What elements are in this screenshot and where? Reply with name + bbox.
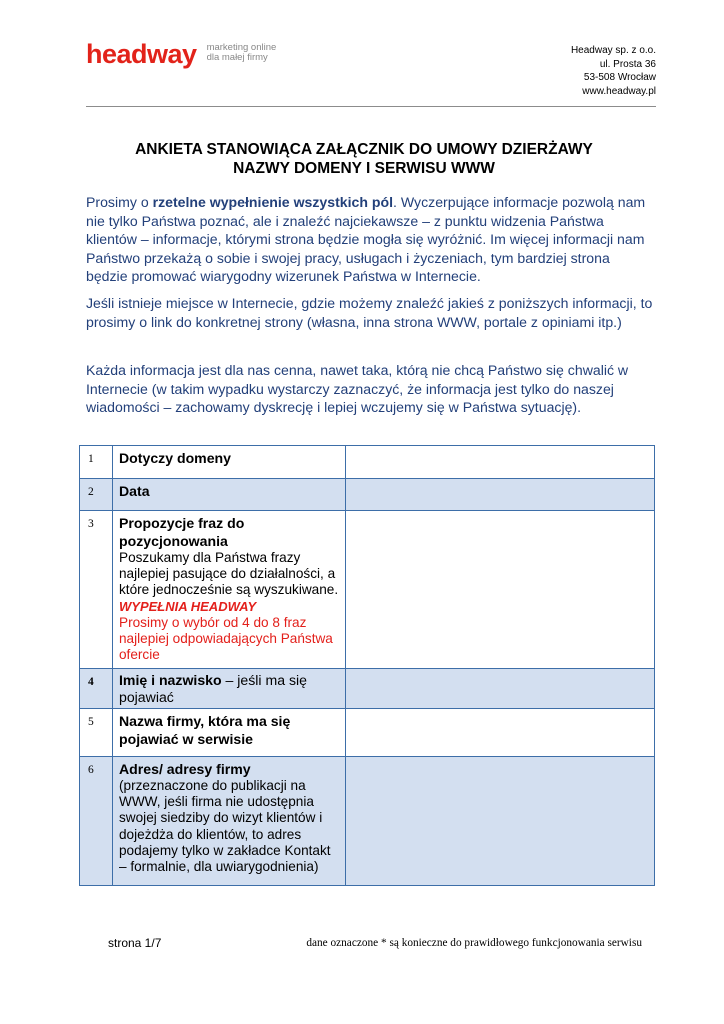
intro-p1-bold: rzetelne wypełnienie wszystkich pól [152, 194, 394, 210]
phrases-answer-field[interactable] [346, 511, 655, 669]
field-description-phrases: Poszukamy dla Państwa frazy najlepiej pasujące do działalności, a które jednocześnie są wyszukiwane. [119, 550, 339, 598]
row-label [113, 709, 346, 757]
logo-tagline-line-1: marketing online [206, 42, 277, 53]
field-label-date: Data [119, 483, 150, 499]
row-label [113, 479, 346, 511]
headway-note-text: Prosimy o wybór od 4 do 8 fraz najlepiej odpowiadających Państwa ofercie [119, 614, 333, 663]
row-number: 1 [80, 446, 113, 479]
row-number: 4 [80, 669, 113, 709]
field-label-company-name: Nazwa firmy, która ma się pojawiać w serwisie [119, 713, 291, 747]
row-number: 6 [80, 757, 113, 886]
headway-logo [86, 40, 276, 68]
table-row [80, 709, 655, 757]
intro-p1-start: Prosimy o [86, 194, 153, 210]
header-divider [86, 106, 656, 107]
survey-table [79, 445, 655, 886]
company-city: 53-508 Wrocław [583, 72, 656, 83]
document-title [80, 140, 648, 178]
name-answer-field[interactable] [346, 669, 655, 709]
table-row [80, 511, 655, 669]
table-row [80, 757, 655, 886]
table-row [80, 446, 655, 479]
company-name: Headway sp. z o.o. [570, 45, 656, 56]
row-label [113, 511, 346, 669]
title-line-1: ANKIETA STANOWIĄCA ZAŁĄCZNIK DO UMOWY DZIERŻAWY [135, 141, 593, 158]
field-label-domain: Dotyczy domeny [119, 450, 231, 466]
table-row [80, 479, 655, 511]
row-label [113, 669, 346, 709]
row-label [113, 446, 346, 479]
company-website: www.headway.pl [582, 85, 656, 97]
logo-wordmark: headway [86, 39, 197, 69]
intro-paragraph-1 [86, 193, 654, 286]
title-line-2: NAZWY DOMENY I SERWISU WWW [233, 160, 495, 177]
row-number: 2 [80, 479, 113, 511]
field-label-phrases: Propozycje fraz do pozycjonowania [119, 515, 245, 549]
logo-tagline-line-2: dla małej firmy [206, 52, 268, 63]
company-address [571, 44, 656, 98]
domain-answer-field[interactable] [346, 446, 655, 479]
headway-note-title: WYPEŁNIA HEADWAY [119, 598, 257, 614]
intro-paragraph-3: Każda informacja jest dla nas cenna, nawet taka, którą nie chcą Państwo się chwalić w Internecie (w takim wypadku wystarczy zaznaczyć, że informacja jest tylko do naszej wiadomości – zachowamy dyskrecję i lepiej wczujemy się w Państwa sytuację). [86, 362, 629, 416]
field-label-name-wrap [119, 672, 341, 706]
company-name-answer-field[interactable] [346, 709, 655, 757]
company-street: ul. Prosta 36 [599, 58, 656, 70]
footer-note: dane oznaczone * są konieczne do prawidłowego funkcjonowania serwisu [306, 937, 642, 949]
row-number: 3 [80, 511, 113, 669]
table-row [80, 669, 655, 709]
intro-p1-rest: . Wyczerpujące informacje pozwolą nam nie tylko Państwa poznać, ale i znaleźć najciekawsze – z punktu widzenia Państwa klientów – informacje, którymi strona będzie mogła się wyróżnić. Im więcej informacji nam Państwo przekażą o sobie i swojej pracy, usługach i życzeniach, tym bardziej strona będzie promować wiarygodny wizerunek Państwa w Internecie. [86, 194, 646, 285]
field-label-address: Adres/ adresy firmy [119, 761, 251, 777]
page-number: strona 1/7 [108, 936, 162, 950]
field-label-name-suffix: – jeśli ma się pojawiać [119, 672, 307, 705]
date-answer-field[interactable] [346, 479, 655, 511]
field-label-name: Imię i nazwisko [119, 672, 222, 688]
intro-paragraph-2: Jeśli istnieje miejsce w Internecie, gdzie możemy znaleźć jakieś z poniższych informacji, to prosimy o link do konkretnej strony (własna, inna strona WWW, portale z opiniami itp.) [86, 295, 653, 330]
field-description-address: (przeznaczone do publikacji na WWW, jeśli firma nie udostępnia swojej siedziby do wizyt klientów i dojeżdża do klientów, to adres podajemy tylko w zakładce Kontakt – formalnie, dla uwiarygodnienia) [119, 778, 331, 875]
row-label [113, 757, 346, 886]
logo-tagline [207, 43, 277, 63]
address-answer-field[interactable] [346, 757, 655, 886]
row-number: 5 [80, 709, 113, 757]
